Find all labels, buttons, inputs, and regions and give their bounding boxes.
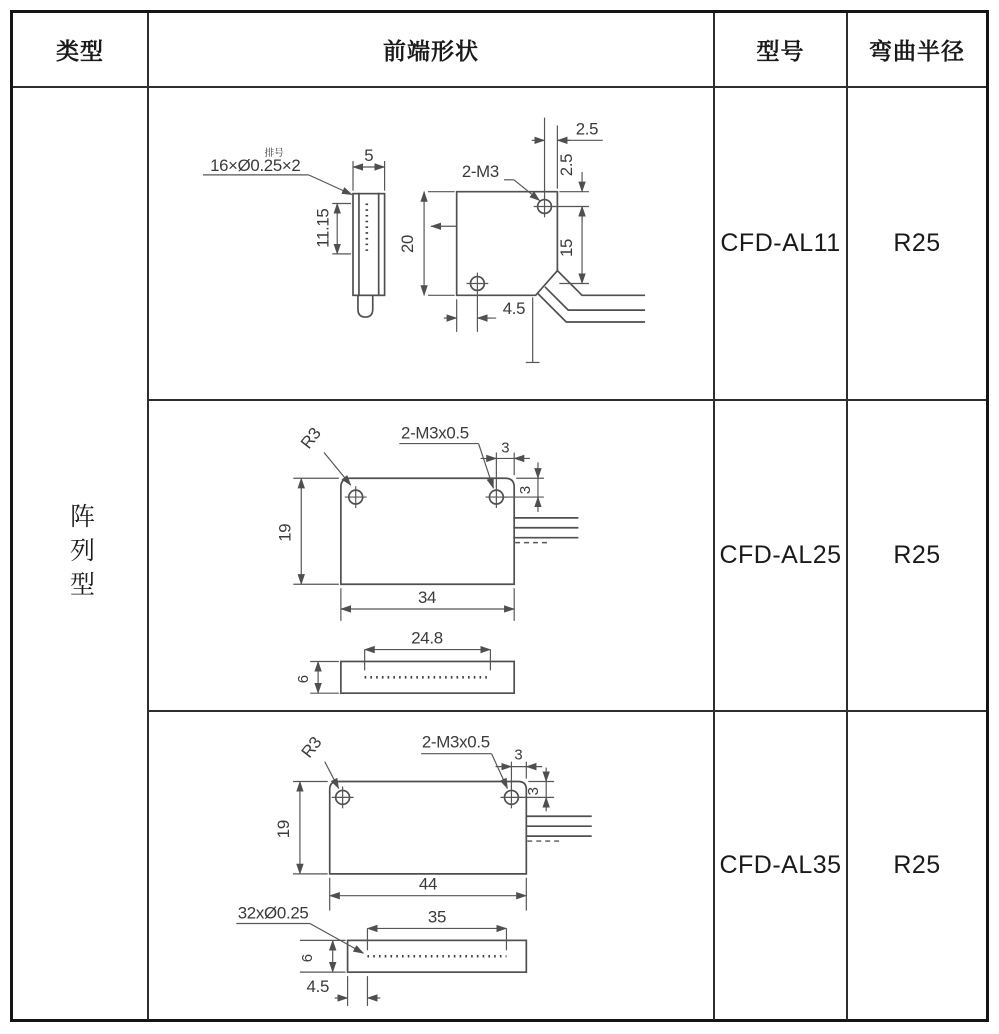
type-group-label: 阵列型 bbox=[66, 502, 95, 605]
sensor-body-outline bbox=[330, 782, 527, 874]
hole-callout: 2-M3x0.5 bbox=[401, 423, 469, 443]
radius-value: R25 bbox=[893, 851, 941, 880]
dim-hole-edge-offset: 4.5 bbox=[502, 299, 526, 319]
col-header-model-label: 型号 bbox=[756, 38, 805, 64]
drawing-cell-al25 bbox=[149, 401, 715, 712]
al35-bottom-view bbox=[236, 904, 526, 1006]
technical-drawing-al25 bbox=[149, 401, 713, 710]
radius-value: R25 bbox=[893, 229, 941, 257]
dim-body-height: 19 bbox=[274, 820, 294, 839]
sensor-body-outline bbox=[341, 478, 514, 584]
dim-fiber-length: 11.15 bbox=[313, 208, 333, 248]
dim-side-width: 5 bbox=[364, 146, 374, 166]
dim-body-width: 44 bbox=[418, 874, 438, 894]
col-header-radius-label: 弯曲半径 bbox=[869, 38, 965, 64]
radius-cell-al35 bbox=[848, 712, 986, 1020]
bottom-tab bbox=[358, 295, 373, 317]
model-value: CFD-AL25 bbox=[719, 541, 842, 569]
fiber-leader-line bbox=[309, 175, 352, 195]
col-header-shape-label: 前端形状 bbox=[383, 38, 479, 64]
technical-drawing-al11 bbox=[149, 88, 713, 399]
dim-face-thickness: 6 bbox=[296, 675, 313, 684]
col-header-model bbox=[715, 13, 848, 88]
radius-value: R25 bbox=[893, 541, 941, 569]
dim-hole-edge-h: 3 bbox=[501, 440, 510, 457]
type-group-cell bbox=[13, 88, 149, 1020]
fiber-spec-label: 16×Ø0.25×2 bbox=[210, 155, 301, 175]
dim-array-width: 24.8 bbox=[411, 628, 443, 648]
drawing-cell-al11 bbox=[149, 88, 715, 401]
al25-main-view bbox=[275, 424, 577, 621]
dim-hole-spacing: 15 bbox=[557, 238, 577, 257]
dim-body-height: 20 bbox=[398, 234, 418, 254]
dim-body-width: 34 bbox=[417, 588, 437, 608]
corner-radius-callout: R3 bbox=[297, 733, 326, 762]
fiber-tiny-note: 排号 bbox=[264, 148, 284, 160]
hole-callout: 2-M3 bbox=[461, 161, 499, 181]
dim-hole-edge-h: 3 bbox=[514, 747, 523, 764]
fiber-leader-line bbox=[310, 923, 364, 953]
col-header-type bbox=[13, 13, 149, 88]
technical-drawing-al35 bbox=[149, 712, 713, 1020]
cable-line-2 bbox=[546, 287, 645, 310]
col-header-radius bbox=[848, 13, 986, 88]
dim-array-offset: 4.5 bbox=[306, 977, 330, 997]
fiber-spec-table bbox=[10, 10, 989, 1022]
dim-face-thickness: 6 bbox=[299, 954, 316, 963]
model-value: CFD-AL11 bbox=[720, 229, 841, 257]
al25-bottom-view bbox=[296, 629, 514, 694]
dim-array-width: 35 bbox=[427, 907, 447, 927]
dim-hole-offset-v: 2.5 bbox=[557, 153, 577, 177]
col-header-type-label: 类型 bbox=[56, 38, 104, 64]
cable-line-3 bbox=[539, 294, 645, 322]
dim-hole-edge-v: 3 bbox=[518, 486, 535, 495]
sensing-face-outline bbox=[341, 661, 514, 693]
model-value: CFD-AL35 bbox=[719, 851, 842, 880]
corner-leader-line bbox=[324, 453, 351, 486]
fiber-spec-label: 32xØ0.25 bbox=[237, 903, 309, 923]
dim-hole-edge-v: 3 bbox=[526, 787, 543, 796]
al11-front-view bbox=[398, 118, 644, 363]
drawing-cell-al35 bbox=[149, 712, 715, 1020]
al35-main-view bbox=[274, 733, 591, 911]
model-cell-al35 bbox=[715, 712, 848, 1020]
al11-side-view bbox=[203, 146, 385, 317]
corner-radius-callout: R3 bbox=[296, 424, 325, 453]
model-cell-al25 bbox=[715, 401, 848, 712]
dim-hole-offset-h: 2.5 bbox=[575, 119, 599, 139]
radius-cell-al11 bbox=[848, 88, 986, 401]
hole-callout: 2-M3x0.5 bbox=[421, 732, 490, 752]
dim-body-height: 19 bbox=[275, 523, 295, 542]
model-cell-al11 bbox=[715, 88, 848, 401]
col-header-shape bbox=[149, 13, 715, 88]
radius-cell-al25 bbox=[848, 401, 986, 712]
